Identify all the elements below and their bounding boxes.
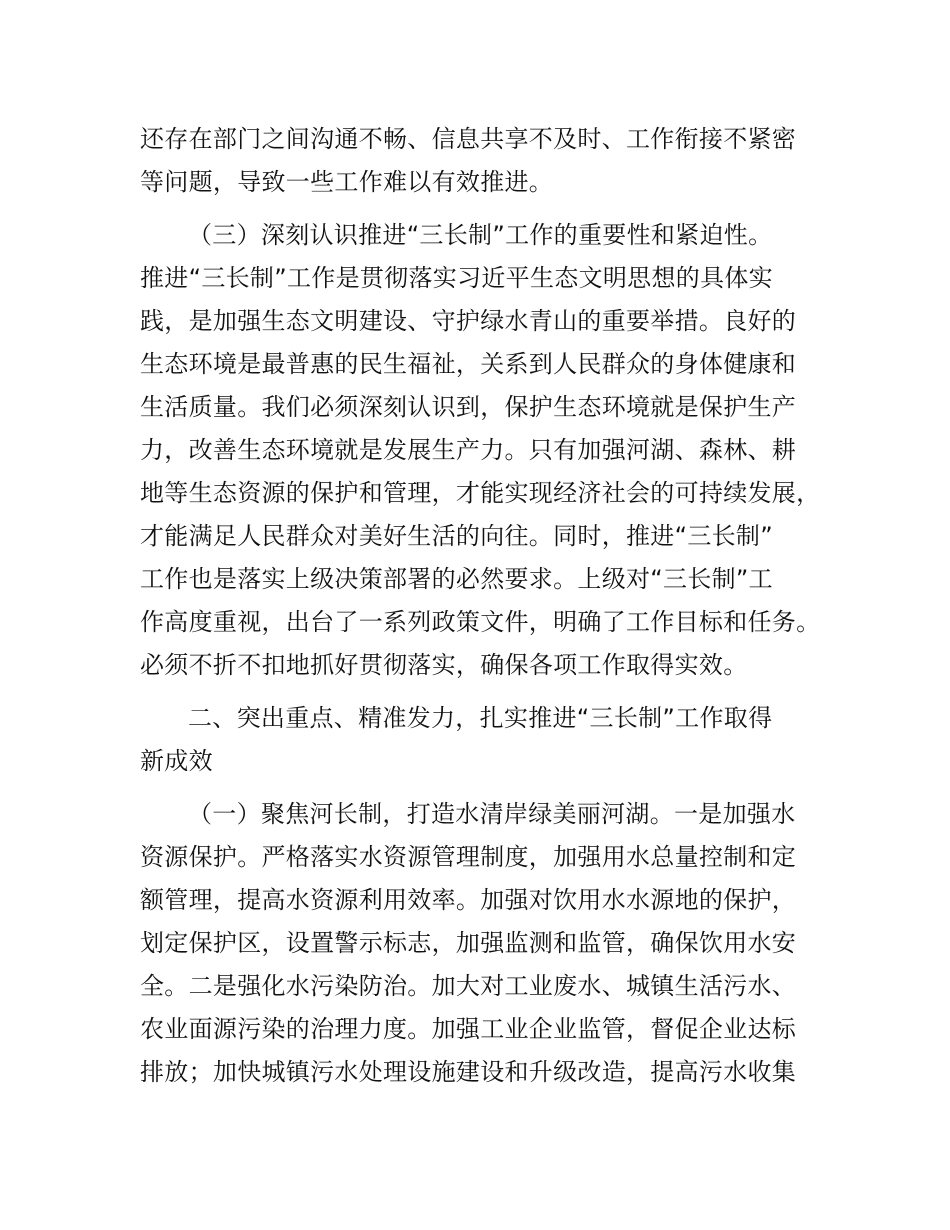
text-line: 农业面源污染的治理力度。加强工业企业监管，督促企业达标 bbox=[140, 1015, 797, 1043]
text-line: 还存在部门之间沟通不畅、信息共享不及时、工作衔接不紧密 bbox=[140, 125, 797, 153]
section-heading-two bbox=[140, 697, 840, 783]
text-line: 等问题，导致一些工作难以有效推进。 bbox=[140, 168, 554, 196]
text-line: 推进“三长制”工作是贯彻落实习近平生态文明思想的具体实 bbox=[140, 264, 773, 292]
text-line: 力，改善生态环境就是发展生产力。只有加强河湖、森林、耕 bbox=[140, 436, 797, 464]
text-line: 生活质量。我们必须深刻认识到，保护生态环境就是保护生产 bbox=[140, 393, 797, 421]
text-line: 全。二是强化水污染防治。加大对工业废水、城镇生活污水、 bbox=[140, 972, 797, 1000]
text-line: 必须不折不扣地抓好贯彻落实，确保各项工作取得实效。 bbox=[140, 651, 748, 679]
text-line: （一）聚焦河长制，打造水清岸绿美丽河湖。一是加强水 bbox=[188, 800, 796, 828]
text-line: 践，是加强生态文明建设、守护绿水青山的重要举措。良好的 bbox=[140, 307, 797, 335]
text-line: 排放；加快城镇污水处理设施建设和升级改造，提高污水收集 bbox=[140, 1058, 797, 1086]
document-body bbox=[140, 118, 840, 1094]
text-line: 生态环境是最普惠的民生福祉，关系到人民群众的身体健康和 bbox=[140, 350, 797, 378]
heading-line: 新成效 bbox=[140, 747, 213, 775]
text-line: 工作也是落实上级决策部署的必然要求。上级对“三长制”工 bbox=[140, 565, 773, 593]
paragraph-section-one bbox=[140, 793, 840, 1094]
text-line: 才能满足人民群众对美好生活的向往。同时，推进“三长制” bbox=[140, 522, 773, 550]
text-line: 资源保护。严格落实水资源管理制度，加强用水总量控制和定 bbox=[140, 843, 797, 871]
heading-line: 二、突出重点、精准发力，扎实推进“三长制”工作取得 bbox=[188, 704, 773, 732]
text-line: 地等生态资源的保护和管理，才能实现经济社会的可持续发展， bbox=[140, 479, 821, 507]
text-line: 作高度重视，出台了一系列政策文件，明确了工作目标和任务。 bbox=[140, 608, 821, 636]
text-line: （三）深刻认识推进“三长制”工作的重要性和紧迫性。 bbox=[188, 221, 773, 249]
paragraph-section-three bbox=[140, 214, 840, 687]
text-line: 划定保护区，设置警示标志，加强监测和监管，确保饮用水安 bbox=[140, 929, 797, 957]
text-line: 额管理，提高水资源利用效率。加强对饮用水水源地的保护， bbox=[140, 886, 797, 914]
paragraph-continuation bbox=[140, 118, 840, 204]
